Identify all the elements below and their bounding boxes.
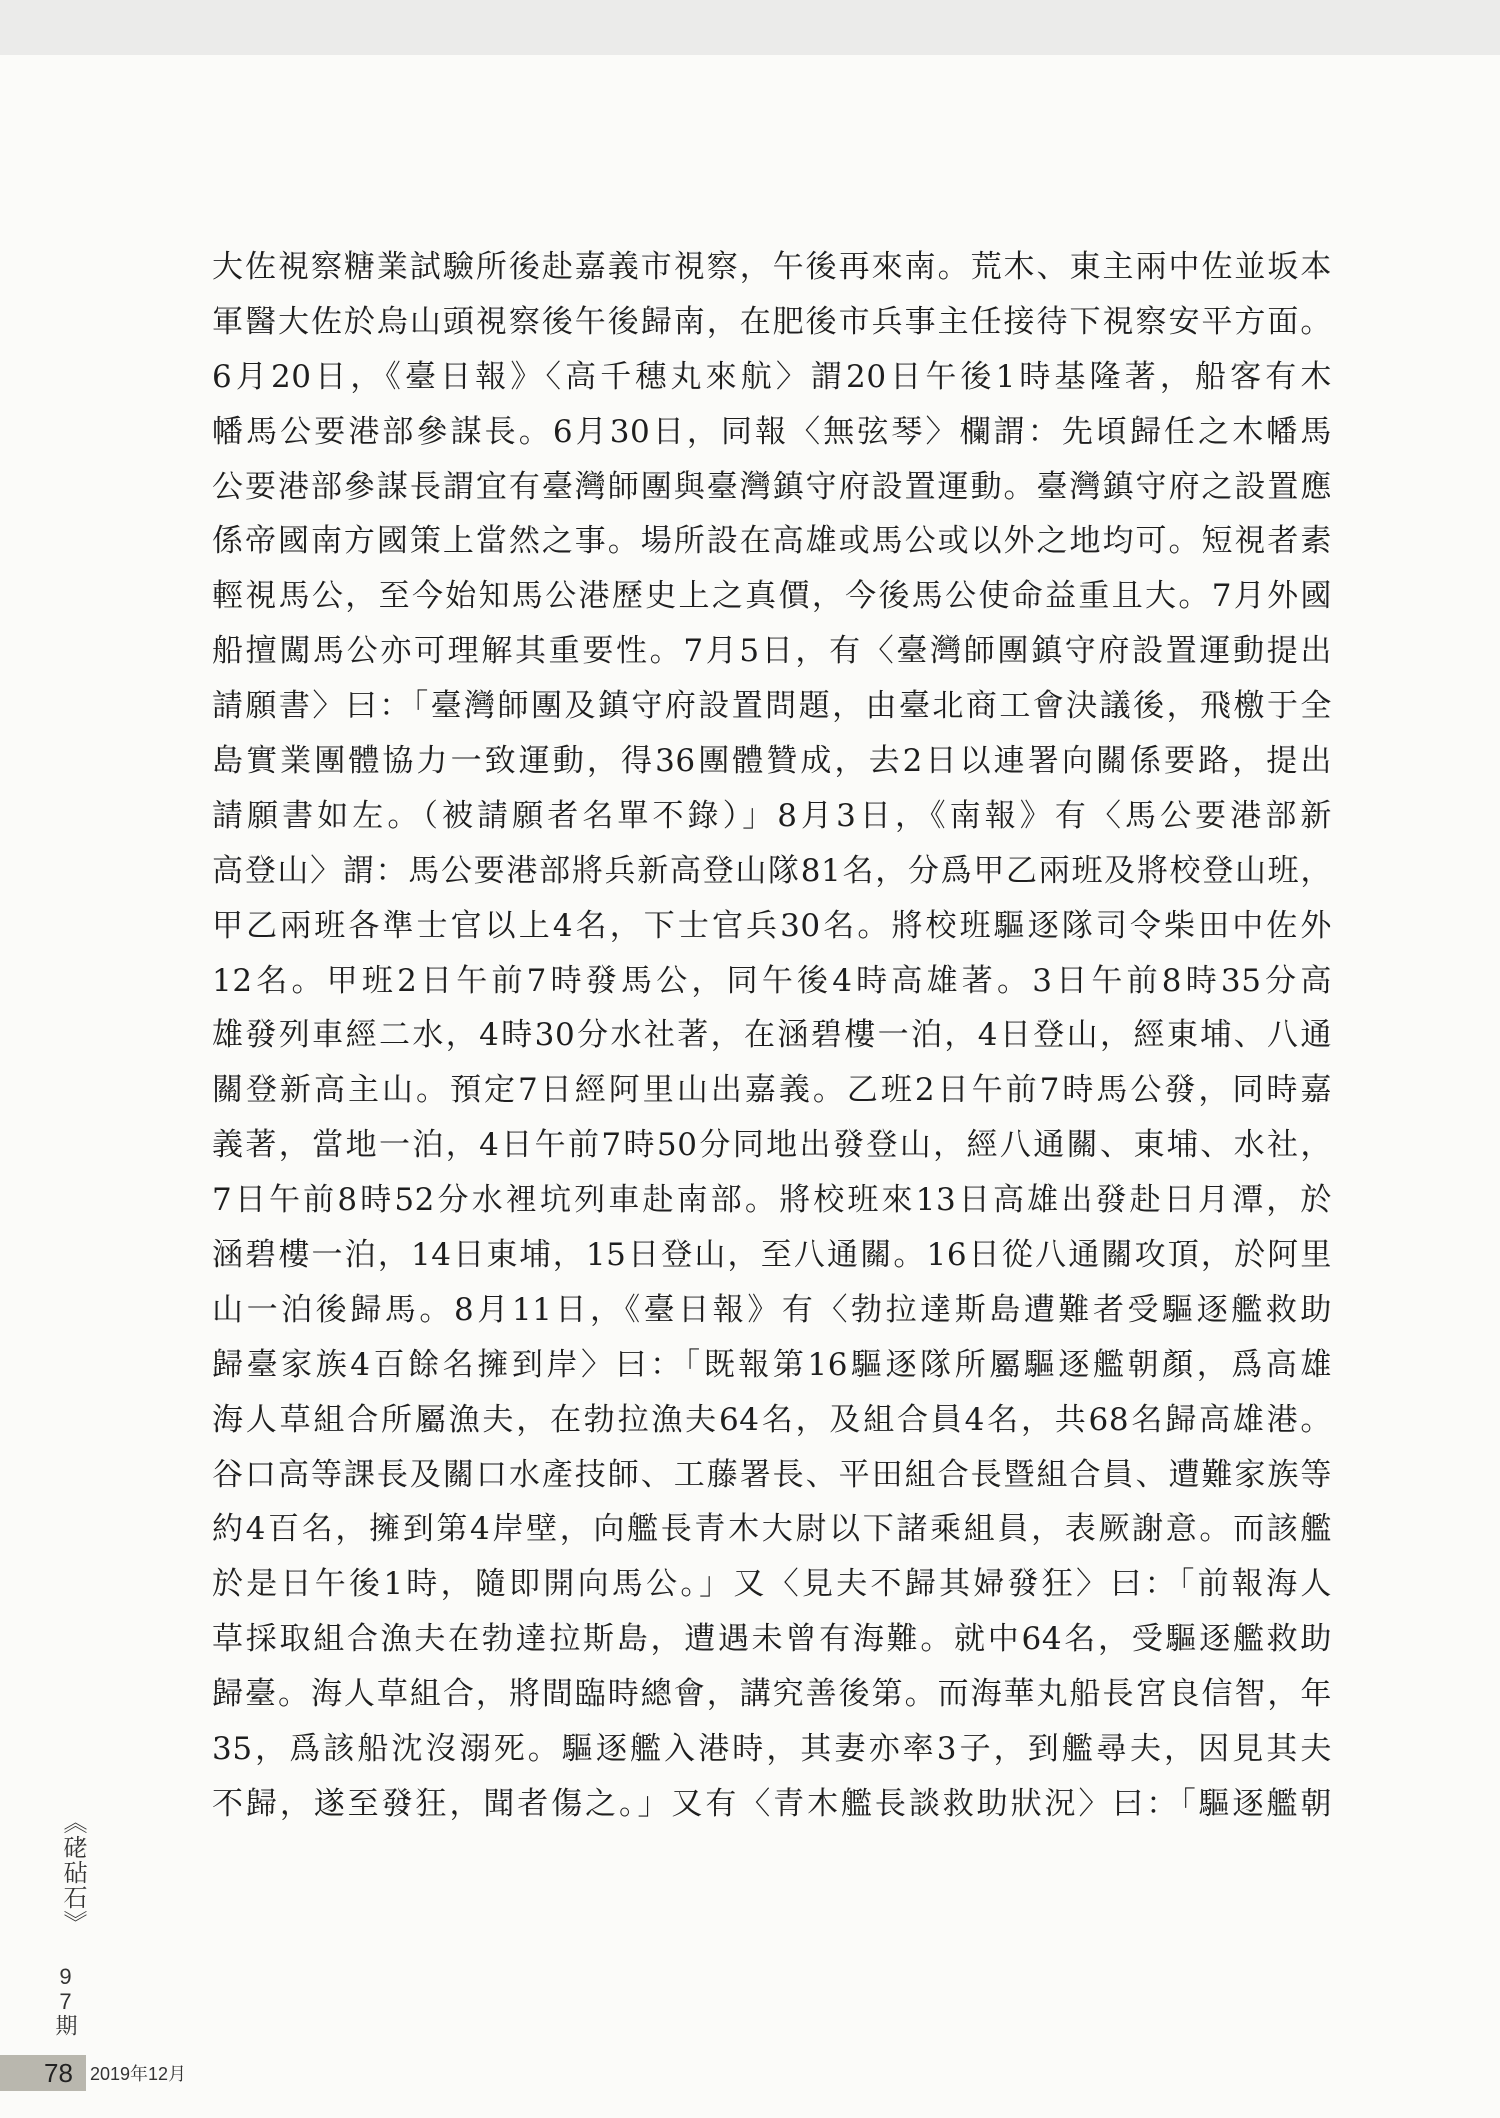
text-line: 幡馬公要港部參謀長。6月30日，同報〈無弦琴〉欄謂：先頃歸任之木幡馬 [212, 413, 1332, 450]
text-line: 山一泊後歸馬。8月11日，《臺日報》有〈勃拉達斯島遭難者受驅逐艦救助 [212, 1291, 1332, 1328]
text-line: 義著，當地一泊，4日午前7時50分同地出發登山，經八通關、東埔、水社， [212, 1127, 1332, 1164]
page-number-tab [0, 2055, 86, 2091]
text-line: 涵碧樓一泊，14日東埔，15日登山，至八通關。16日從八通關攻頂，於阿里 [212, 1237, 1332, 1274]
issue-number: 97期 [53, 1964, 78, 2036]
text-line: 船擅闖馬公亦可理解其重要性。7月5日，有〈臺灣師團鎮守府設置運動提出 [212, 633, 1332, 670]
text-line: 大佐視察糖業試驗所後赴嘉義市視察，午後再來南。荒木、東主兩中佐並坂本 [212, 249, 1332, 285]
journal-title: 《硓砧石》 [59, 1810, 85, 1935]
text-line: 6月20日，《臺日報》〈高千穗丸來航〉謂20日午後1時基隆著，船客有木 [212, 358, 1332, 395]
text-line: 海人草組合所屬漁夫，在勃拉漁夫64名，及組合員4名，共68名歸高雄港。 [212, 1401, 1332, 1438]
text-line: 草採取組合漁夫在勃達拉斯島，遭遇未曾有海難。就中64名，受驅逐艦救助 [212, 1621, 1332, 1658]
text-line: 關登新高主山。預定7日經阿里山出嘉義。乙班2日午前7時馬公發，同時嘉 [212, 1072, 1332, 1109]
text-line: 谷口高等課長及關口水產技師、工藤署長、平田組合長暨組合員、遭難家族等 [212, 1456, 1332, 1493]
text-line: 島實業團體協力一致運動，得36團體贊成，去2日以連署向關係要路，提出 [212, 743, 1332, 780]
article-body [212, 240, 1332, 1832]
text-line: 請願書〉曰：「臺灣師團及鎮守府設置問題，由臺北商工會決議後，飛檄于全 [212, 688, 1332, 725]
text-line: 約4百名，擁到第4岸壁，向艦長青木大尉以下諸乘組員，表厥謝意。而該艦 [212, 1511, 1332, 1548]
text-line: 輕視馬公，至今始知馬公港歷史上之真價，今後馬公使命益重且大。7月外國 [212, 578, 1332, 615]
text-line: 請願書如左。（被請願者名單不錄）」8月3日，《南報》有〈馬公要港部新 [212, 797, 1332, 834]
text-line: 歸臺家族4百餘名擁到岸〉曰：「既報第16驅逐隊所屬驅逐艦朝顏，爲高雄 [212, 1346, 1332, 1383]
text-line: 35，爲該船沈沒溺死。驅逐艦入港時，其妻亦率3子，到艦尋夫，因見其夫 [212, 1731, 1332, 1768]
text-line: 歸臺。海人草組合，將間臨時總會，講究善後第。而海華丸船長宮良信智，年 [212, 1676, 1332, 1713]
issue-date: 2019年12月 [90, 2064, 187, 2084]
text-line: 軍醫大佐於烏山頭視察後午後歸南，在肥後市兵事主任接待下視察安平方面。 [212, 303, 1332, 340]
text-line: 7日午前8時52分水裡坑列車赴南部。將校班來13日高雄出發赴日月潭，於 [212, 1182, 1332, 1219]
text-line: 係帝國南方國策上當然之事。場所設在高雄或馬公或以外之地均可。短視者素 [212, 523, 1332, 560]
text-line: 雄發列車經二水，4時30分水社著，在涵碧樓一泊，4日登山，經東埔、八通 [212, 1017, 1332, 1054]
page-number: 78 [44, 2058, 73, 2088]
text-line: 甲乙兩班各準士官以上4名，下士官兵30名。將校班驅逐隊司令柴田中佐外 [212, 907, 1332, 944]
text-line: 12名。甲班2日午前7時發馬公，同午後4時高雄著。3日午前8時35分高 [212, 962, 1332, 999]
text-line: 不歸，遂至發狂，聞者傷之。」又有〈青木艦長談救助狀況〉曰：「驅逐艦朝 [212, 1785, 1332, 1822]
text-line: 高登山〉謂：馬公要港部將兵新高登山隊81名，分爲甲乙兩班及將校登山班， [212, 852, 1332, 889]
text-line: 公要港部參謀長謂宜有臺灣師團與臺灣鎮守府設置運動。臺灣鎮守府之設置應 [212, 468, 1332, 505]
text-line: 於是日午後1時，隨即開向馬公。」又〈見夫不歸其婦發狂〉曰：「前報海人 [212, 1566, 1332, 1603]
